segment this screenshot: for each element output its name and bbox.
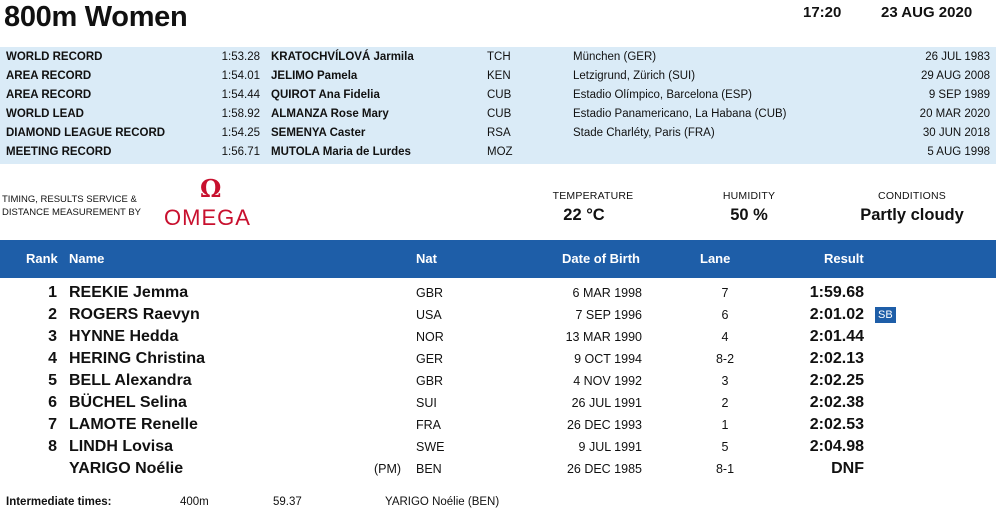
table-row [0,436,996,458]
result-rank: 7 [48,416,57,433]
athlete-nat: GBR [416,374,444,388]
athlete-name: YARIGO Noélie [69,460,184,477]
athlete-dob: 26 DEC 1985 [566,462,642,476]
intermediate-athlete: YARIGO Noélie (BEN) [385,496,500,508]
athlete-name: HYNNE Hedda [69,328,179,345]
temperature-label: TEMPERATURE [552,190,634,202]
record-date: 5 AUG 1998 [927,146,990,158]
record-date: 20 MAR 2020 [919,108,990,120]
timing-credit [2,193,141,219]
omega-symbol-icon: Ω [200,174,222,203]
athlete-lane: 3 [721,374,729,388]
athlete-lane: 4 [721,330,729,344]
record-time: 1:58.92 [221,108,260,120]
conditions-value: Partly cloudy [860,206,964,224]
athlete-lane: 8-1 [715,462,735,476]
humidity-value: 50 % [730,206,768,224]
athlete-result: 2:01.02 [809,306,864,323]
result-rank: 6 [48,394,57,411]
result-rank: 3 [48,328,57,345]
record-venue: Estadio Olímpico, Barcelona (ESP) [573,89,752,101]
athlete-nat: USA [416,308,442,322]
record-row [0,48,996,67]
athlete-nat: BEN [416,462,442,476]
record-holder: JELIMO Pamela [271,70,358,82]
page-title: 800m Women [4,1,188,33]
athlete-lane: 8-2 [715,352,735,366]
athlete-name: REEKIE Jemma [69,284,189,301]
column-header-name: Name [69,251,105,266]
season-best-badge: SB [875,307,896,323]
record-row [0,124,996,143]
record-date: 29 AUG 2008 [920,70,990,82]
athlete-nat: SWE [416,440,445,454]
intermediate-label: Intermediate times: [6,496,112,508]
result-rank: 5 [48,372,57,389]
event-date: 23 AUG 2020 [881,4,973,21]
record-date: 26 JUL 1983 [925,51,990,63]
record-row [0,105,996,124]
athlete-name: BÜCHEL Selina [69,394,187,411]
table-row [0,370,996,392]
table-row [0,282,996,304]
record-time: 1:54.44 [221,89,260,101]
record-row [0,143,996,162]
athlete-name: LINDH Lovisa [69,438,174,455]
athlete-name: ROGERS Raevyn [69,306,200,323]
athlete-lane: 7 [721,286,729,300]
conditions-label: CONDITIONS [878,190,946,202]
result-rank: 1 [48,284,57,301]
record-label: WORLD LEAD [6,108,84,120]
record-venue: Estadio Panamericano, La Habana (CUB) [573,108,787,120]
column-header-dob: Date of Birth [562,251,640,266]
record-time: 1:56.71 [221,146,260,158]
humidity-label: HUMIDITY [722,190,776,202]
record-holder: SEMENYA Caster [271,127,366,139]
record-venue: Stade Charléty, Paris (FRA) [573,127,715,139]
record-nat: KEN [487,70,511,82]
athlete-result: 2:02.13 [809,350,864,367]
record-label: AREA RECORD [6,89,92,101]
athlete-result: DNF [831,460,864,477]
athlete-result: 2:04.98 [809,438,864,455]
column-header-result: Result [824,251,864,266]
record-nat: RSA [487,127,511,139]
table-row [0,458,996,480]
athlete-lane: 5 [721,440,729,454]
record-label: MEETING RECORD [6,146,112,158]
record-label: WORLD RECORD [6,51,103,63]
athlete-lane: 2 [721,396,729,410]
event-time: 17:20 [803,4,842,21]
record-nat: MOZ [487,146,513,158]
record-label: AREA RECORD [6,70,92,82]
athlete-result: 1:59.68 [809,284,864,301]
athlete-result: 2:02.38 [809,394,864,411]
athlete-result: 2:02.25 [809,372,864,389]
record-row [0,86,996,105]
intermediate-distance: 400m [180,496,209,508]
athlete-name: HERING Christina [69,350,206,367]
athlete-dob: 7 SEP 1996 [575,308,642,322]
athlete-dob: 26 JUL 1991 [571,396,642,410]
record-holder: QUIROT Ana Fidelia [271,89,380,101]
record-nat: TCH [487,51,511,63]
athlete-dob: 6 MAR 1998 [572,286,642,300]
results-header [0,240,996,278]
record-nat: CUB [487,108,512,120]
record-row [0,67,996,86]
timing-credit-line: TIMING, RESULTS SERVICE & [2,194,137,205]
athlete-result: 2:02.53 [809,416,864,433]
athlete-dob: 13 MAR 1990 [565,330,642,344]
result-rank: 8 [48,438,57,455]
column-header-nat: Nat [416,251,437,266]
athlete-nat: FRA [416,418,441,432]
record-date: 9 SEP 1989 [928,89,990,101]
athlete-result: 2:01.44 [809,328,864,345]
athlete-nat: GBR [416,286,444,300]
omega-wordmark: OMEGA [164,205,251,230]
athlete-name: BELL Alexandra [69,372,192,389]
athlete-name: LAMOTE Renelle [69,416,198,433]
table-row [0,304,996,326]
temperature-value: 22 °C [563,206,605,224]
athlete-lane: 1 [721,418,729,432]
intermediate-time: 59.37 [273,496,302,508]
record-time: 1:54.25 [221,127,260,139]
record-holder: KRATOCHVÍLOVÁ Jarmila [271,51,414,63]
column-header-lane: Lane [700,251,731,266]
result-rank: 2 [48,306,57,323]
record-label: DIAMOND LEAGUE RECORD [6,127,166,139]
table-row [0,414,996,436]
record-time: 1:53.28 [221,51,260,63]
record-nat: CUB [487,89,512,101]
athlete-dob: 9 OCT 1994 [574,352,642,366]
record-date: 30 JUN 2018 [922,127,990,139]
record-venue: München (GER) [573,51,657,63]
record-time: 1:54.01 [221,70,260,82]
record-venue: Letzigrund, Zürich (SUI) [573,70,696,82]
athlete-nat: NOR [416,330,444,344]
table-row [0,392,996,414]
athlete-dob: 26 DEC 1993 [566,418,642,432]
result-rank: 4 [48,350,57,367]
athlete-nat: SUI [416,396,437,410]
records-table [0,47,996,164]
omega-logo [164,174,264,232]
table-row [0,326,996,348]
athlete-dob: 9 JUL 1991 [578,440,642,454]
athlete-dob: 4 NOV 1992 [573,374,642,388]
record-holder: MUTOLA Maria de Lurdes [271,146,411,158]
athlete-status: (PM) [374,462,402,476]
record-holder: ALMANZA Rose Mary [271,108,389,120]
timing-credit-line: DISTANCE MEASUREMENT BY [2,207,142,218]
athlete-nat: GER [416,352,444,366]
table-row [0,348,996,370]
column-header-rank: Rank [26,251,58,266]
athlete-lane: 6 [721,308,729,322]
